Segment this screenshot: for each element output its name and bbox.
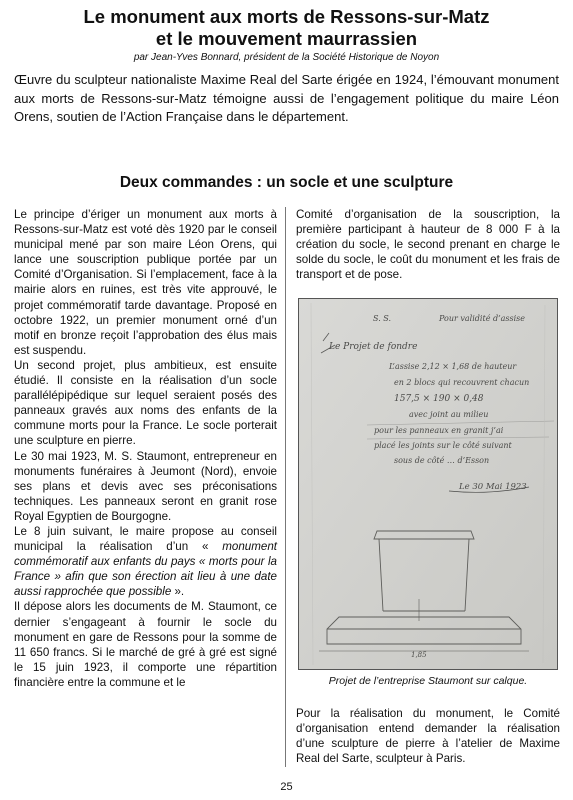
paragraph: Il dépose alors les documents de M. Staumont, ce dernier s’engageant à fournir le socle du monument en gare de Ressons pour la somme de 11 650 francs. Si le marché de gré à gré est signé le 15 juin 1923, il comporte une répartition financière entre la commune et le [14, 600, 277, 689]
handwriting-text: en 2 blocs qui recouvrent chacun [394, 378, 530, 387]
paragraph: Pour la réalisation du monument, le Comité d’organisation entend demander la réalisation d’une sculpture de pierre à l’atelier de Maxime Real del Sarte, sculpteur à Paris. [296, 707, 560, 766]
tracing-plan-figure [298, 298, 558, 670]
paragraph: Comité d’organisation de la souscription, la première participant à hauteur de 8 000 F à la création du socle, le second prenant en charge le solde du socle, le coût du monument et les frais de transport et de pose. [296, 208, 560, 282]
quote-close: ». [171, 585, 185, 599]
right-column-bottom [296, 706, 560, 766]
handwriting-text: sous de côté … d’Esson [394, 456, 490, 465]
handwriting-text: placé les joints sur le côté suivant [374, 441, 512, 450]
handwriting-text: Le 30 Mai 1923 [459, 482, 527, 492]
handwriting-text: Le Projet de fondre [329, 342, 418, 352]
article-title [0, 6, 573, 50]
page-number: 25 [280, 781, 293, 793]
handwriting-text: 1,85 [411, 651, 427, 659]
paragraph: Le principe d’ériger un monument aux morts à Ressons-sur-Matz est voté dès 1920 par le conseil municipal mené par son maire Léon Orens, qui lance une souscription publique portée par un Comité d’Organisation. Si l’emplacement, face à la mairie alors en ruines, est très vite approuvé, le projet commémoratif tarde davantage. Proposé en octobre 1922, un premier monument orné d’un motif en bronze reçoit l’approbation des élus mais est suspendu. [14, 208, 277, 357]
right-column-top [296, 207, 560, 282]
paragraph: Le 30 mai 1923, M. S. Staumont, entrepreneur en monuments funéraires à Jeumont (Nord), envoie ses plans et devis avec ses préconisations techniques. Les panneaux seront en granit rose Royal Egyptien de Bourgogne. [14, 449, 277, 523]
section-heading: Deux commandes : un socle et une sculpture [119, 174, 454, 191]
title-line-2: et le mouvement maurrassien [155, 28, 418, 49]
handwriting-text: 157,5 × 190 × 0,48 [394, 394, 484, 404]
handwriting-text: Pour validité d’assise [439, 314, 526, 323]
quote-text: monument commémoratif aux enfants du pays « morts pour la France » afin que son érection ait lieu à une date aussi rapprochée que possible [14, 540, 277, 599]
handwriting-text: L’assise 2,12 × 1,68 de hauteur [389, 362, 517, 371]
author-byline: par Jean-Yves Bonnard, président de la Société Historique de Noyon [133, 52, 440, 63]
handwriting-text: avec joint au milieu [409, 410, 489, 419]
handwriting-text: S. S. [373, 314, 392, 323]
title-line-1: Le monument aux morts de Ressons-sur-Matz [83, 6, 490, 27]
figure-caption: Projet de l’entreprise Staumont sur calque. [328, 675, 528, 687]
paragraph-with-quote [14, 524, 277, 599]
paragraph: Un second projet, plus ambitieux, est ensuite étudié. Il consiste en la réalisation d’un socle parallélépipédique sur lequel seraient posés des panneaux gravés aux noms des enfants de la commune morts pour la France. Le socle porterait une sculpture en pierre. [14, 358, 277, 448]
intro-paragraph: Œuvre du sculpteur nationaliste Maxime Real del Sarte érigée en 1924, l’émouvant monument aux morts de Ressons-sur-Matz témoigne aussi de l’engagement politique du maire Léon Orens, soutien de l’Action Française dans le département. [14, 72, 559, 124]
left-column [14, 207, 286, 767]
tracing-plan-drawing [299, 299, 557, 669]
handwriting-text: pour les panneaux en granit j’ai [374, 426, 504, 435]
quote-lead: Le 8 juin suivant, le maire propose au conseil municipal la réalisation d’un « [14, 524, 277, 554]
